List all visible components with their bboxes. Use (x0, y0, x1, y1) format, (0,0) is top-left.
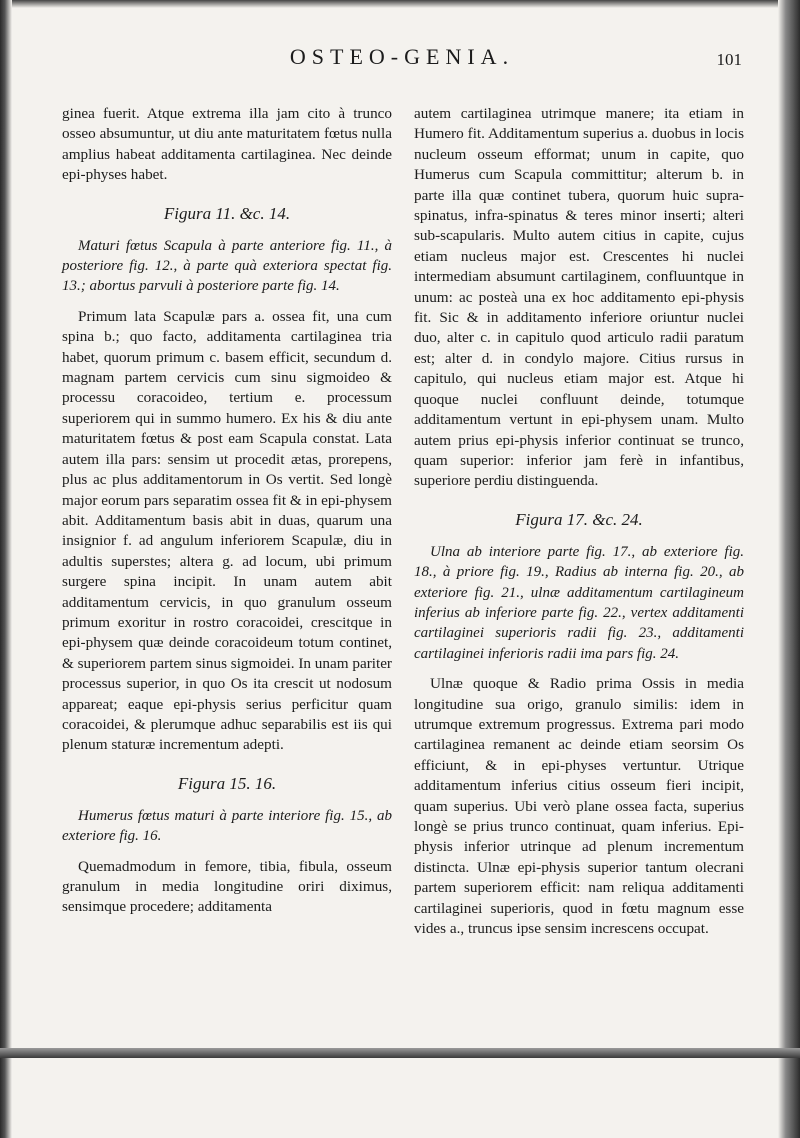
figure-caption: Humerus fœtus maturi à parte interiore fig. 15., ab exteriore fig. 16. (62, 807, 392, 845)
running-title: OSTEO-GENIA. (289, 44, 515, 69)
paragraph: ginea fuerit. Atque extrema illa jam cito à trunco osseo absumuntur, ut diu ante maturitatem fœtus nulla amplius habeat additamenta cartilaginea. Nec deinde epi-physes habet. (62, 105, 392, 184)
figure-heading: Figura 15. 16. (177, 773, 277, 793)
running-head (62, 44, 742, 78)
figure-caption: Ulna ab interiore parte fig. 17., ab exteriore fig. 18., à priore fig. 19., Radius ab interna fig. 20., ab exteriore fig. 21., ulnæ additamentum cartilagineum inferius ab inferiore parte fig. 22., vertex additamenti cartilaginei superioris radii fig. 23., additamenti cartilaginei inferioris radii ima pars fig. 24. (414, 543, 744, 662)
left-column (62, 104, 392, 918)
book-binding-right (778, 0, 800, 1138)
figure-caption: Maturi fœtus Scapula à parte anteriore fig. 11., à posteriore fig. 12., à parte quà exteriora spectat fig. 13.; abortus parvuli à posteriore parte fig. 14. (62, 237, 392, 295)
figure-heading: Figura 17. &c. 24. (515, 509, 643, 529)
paragraph: Primum lata Scapulæ pars a. ossea fit, una cum spina b.; quo facto, additamenta cartilaginea tria habet, quorum primum c. basem efficit, secundum d. magnam partem cervicis cum sinu sigmoideo & processu coracoideo, tertium e. processum superiorem qui in summo humero. Ex his & diu ante maturitatem fœtus & post eam Scapula constat. Lata autem illa pars: sensim ut procedit ætas, prorepens, plus ac plus additamentorum in Os vertit. Sed longè major eorum pars separatim ossea fit & in epi-physem abit. Additamentum basis abit in duas, quarum una insignior f. ad angulum inferiorem Scapulæ, diu in adultis superstes; altera g. ad locum, ubi primum surgere spina incipit. In unam autem abit additamentum cervicis, in quo granulum osseum primum exoritur in rostro coracoidei, crescitque in epi-physem quæ deinde coracoideum totum continet, & superiorem partem sinus sigmoidei. In unam pariter processus superior, in quo Os ita crescit ut nodosum appareat; eaque epi-physis serius perficitur quam coracoidei, & plerumque adhuc separabilis est iis qui plenum staturæ incrementum adepti. (62, 307, 392, 754)
figure-heading: Figura 11. &c. 14. (163, 203, 291, 223)
right-column (414, 104, 744, 939)
page-number: 101 (716, 50, 742, 69)
paragraph: autem cartilaginea utrimque manere; ita etiam in Humero fit. Additamentum superius a. duobus in locis nucleum osseum efformat; unum in capite, quo Humerus cum Scapula committitur; alterum b. in parte illa quæ continet tubera, quorum huic supra-spinatus, infra-spinatus & teres minor inserti; alteri sub-scapularis. Multo autem citius in capite, cujus etiam nucleus major est. Crescentes hi nuclei intermediam absumunt cartilaginem, confluuntque in unum: ac posteà una ex hoc additamento epi-physis fit. Sic & in additamento inferiore oriuntur nuclei duo, alter c. in capitulo quod articulo radii paratum est; alter d. in condylo majore. Citius rursus in capitulo, qui nucleus etiam major est. Atque hi quoque nuclei confluunt deinde, totumque additamentum vertunt in epi-physem unam. Multo autem prius epi-physis inferior continuat se trunco, quam superior: inferior jam ferè in infantibus, superiore perdiu distinguenda. (414, 105, 744, 490)
book-binding-left (0, 0, 12, 1138)
page-top-edge (0, 0, 800, 8)
paragraph: Ulnæ quoque & Radio prima Ossis in media longitudine sua origo, granulo similis: idem in utrumque extremum progressus. Extrema pari modo cartilaginea remanent ac deinde etiam seorsim Os efficiunt, & in epi-physes vertuntur. Utrique additamentum inferius citius osseum fieri incipit, quam superius. Ubi verò plane ossea facta, superius longè se prius trunco continuat, quam inferius. Epi-physis inferior utrinque ad plenum incrementum distincta. Ulnæ epi-physis superior tantum olecrani partem superiorem efficit: nam reliqua additamenti cartilaginei superioris, quod in fœtu magnum esse vides a., truncus ipse sensim increscens occupat. (414, 675, 744, 938)
paragraph: Quemadmodum in femore, tibia, fibula, osseum granulum in media longitudine oriri diximus, sensimque procedere; additamenta (62, 857, 392, 916)
book-page (62, 44, 742, 1054)
